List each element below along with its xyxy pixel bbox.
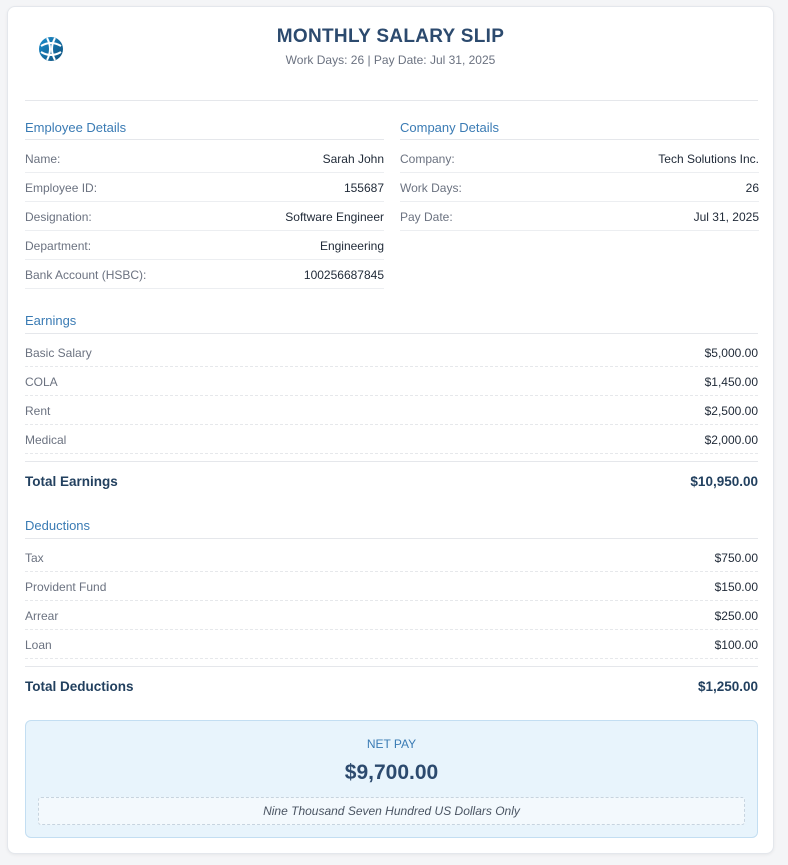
- employee-row-department: [25, 231, 384, 260]
- header-divider: [25, 100, 758, 101]
- employee-row-name: [25, 144, 384, 173]
- earnings-heading: Earnings: [25, 313, 77, 328]
- page-subtitle: Work Days: 26 | Pay Date: Jul 31, 2025: [285, 53, 496, 67]
- field-label: Work Days:: [400, 181, 462, 195]
- company-row-pay-date: [400, 202, 759, 231]
- total-earnings-row: [25, 466, 758, 496]
- salary-slip-card: [7, 6, 774, 854]
- employee-row-id: [25, 173, 384, 202]
- company-row-name: [400, 144, 759, 173]
- field-value: Jul 31, 2025: [693, 210, 759, 224]
- total-deductions-label: Total Deductions: [25, 679, 134, 694]
- page-title: MONTHLY SALARY SLIP: [276, 26, 505, 47]
- field-value: Software Engineer: [285, 210, 384, 224]
- deduction-amount: $100.00: [714, 638, 758, 652]
- earning-amount: $5,000.00: [704, 346, 758, 360]
- deductions-heading: Deductions: [25, 518, 91, 533]
- earning-label: COLA: [25, 375, 58, 389]
- earnings-row: [25, 338, 758, 367]
- total-earnings-label: Total Earnings: [25, 474, 118, 489]
- deductions-row: [25, 572, 758, 601]
- total-deductions-row: [25, 671, 758, 701]
- deduction-label: Arrear: [25, 609, 59, 623]
- employee-row-designation: [25, 202, 384, 231]
- field-value: Engineering: [319, 239, 384, 253]
- deductions-row: [25, 601, 758, 630]
- deductions-row: [25, 630, 758, 659]
- employee-row-bank-account: [25, 260, 384, 289]
- company-details-heading: Company Details: [400, 120, 499, 135]
- deduction-amount: $150.00: [714, 580, 758, 594]
- total-deductions-amount: $1,250.00: [697, 679, 758, 694]
- net-pay-label: NET PAY: [366, 737, 417, 751]
- employee-heading-divider: [25, 139, 384, 140]
- earning-label: Medical: [25, 433, 67, 447]
- deductions-row: [25, 543, 758, 572]
- field-label: Bank Account (HSBC):: [25, 268, 147, 282]
- deduction-amount: $750.00: [714, 551, 758, 565]
- slip-header: [8, 7, 773, 101]
- field-value: Sarah John: [322, 152, 384, 166]
- net-pay-amount: $9,700.00: [344, 761, 439, 784]
- earnings-heading-divider: [25, 333, 758, 334]
- deduction-label: Loan: [25, 638, 52, 652]
- field-label: Designation:: [25, 210, 92, 224]
- earnings-total-divider: [25, 461, 758, 462]
- deductions-total-divider: [25, 666, 758, 667]
- earnings-row: [25, 396, 758, 425]
- field-label: Employee ID:: [25, 181, 98, 195]
- earning-label: Rent: [25, 404, 51, 418]
- earnings-row: [25, 367, 758, 396]
- company-row-work-days: [400, 173, 759, 202]
- deduction-label: Tax: [25, 551, 44, 565]
- earning-label: Basic Salary: [25, 346, 92, 360]
- earnings-row: [25, 425, 758, 454]
- field-value: 26: [745, 181, 759, 195]
- deductions-heading-divider: [25, 538, 758, 539]
- field-label: Name:: [25, 152, 61, 166]
- employee-details-heading: Employee Details: [25, 120, 127, 135]
- field-value: 100256687845: [303, 268, 384, 282]
- field-label: Company:: [400, 152, 455, 166]
- total-earnings-amount: $10,950.00: [690, 474, 758, 489]
- earning-amount: $2,000.00: [704, 433, 758, 447]
- field-label: Department:: [25, 239, 92, 253]
- net-pay-in-words: Nine Thousand Seven Hundred US Dollars Only: [38, 797, 745, 825]
- company-heading-divider: [400, 139, 759, 140]
- deduction-amount: $250.00: [714, 609, 758, 623]
- field-value: Tech Solutions Inc.: [658, 152, 759, 166]
- net-pay-box: [25, 720, 758, 838]
- earning-amount: $1,450.00: [704, 375, 758, 389]
- deduction-label: Provident Fund: [25, 580, 107, 594]
- field-value: 155687: [343, 181, 384, 195]
- earning-amount: $2,500.00: [704, 404, 758, 418]
- field-label: Pay Date:: [400, 210, 453, 224]
